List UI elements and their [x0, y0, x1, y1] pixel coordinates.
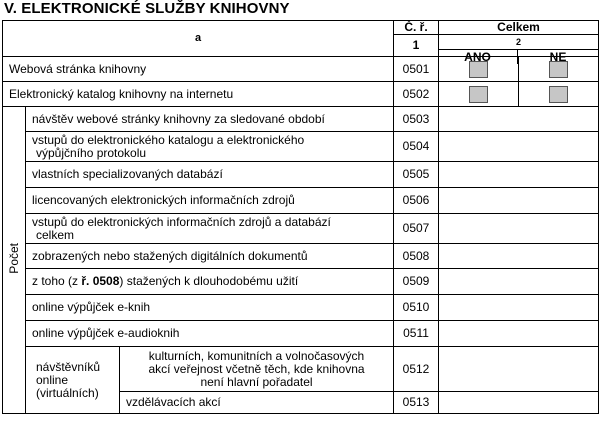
row-0505-label: vlastních specializovaných databází [26, 162, 394, 188]
row-0507-value[interactable] [439, 214, 599, 244]
col-a-header: a [3, 21, 394, 57]
row-0506-label: licencovaných elektronických informačních zdrojů [26, 188, 394, 214]
visitors-group-label: návštěvníků online (virtuálních) [26, 347, 120, 414]
no-header: NE [518, 49, 598, 64]
row-0503-value[interactable] [439, 107, 599, 132]
col-2-header: 2 [516, 37, 522, 47]
row-0509-code: 0509 [394, 269, 439, 295]
row-no-header: Č. ř. [394, 21, 439, 35]
row-0503-label: návštěv webové stránky knihovny za sledované období [26, 107, 394, 132]
row-0510-label: online výpůjček e-knih [26, 295, 394, 321]
row-0501-code: 0501 [394, 57, 439, 82]
row-0507-label: vstupů do elektronických informačních zdrojů a databází celkem [26, 214, 394, 244]
row-0506-code: 0506 [394, 188, 439, 214]
row-0505-value[interactable] [439, 162, 599, 188]
electronic-services-table [2, 20, 599, 414]
row-0502-yes-checkbox[interactable] [469, 86, 488, 103]
row-0502-label: Elektronický katalog knihovny na internetu [3, 82, 394, 107]
row-0501-label: Webová stránka knihovny [3, 57, 394, 82]
row-0505-code: 0505 [394, 162, 439, 188]
row-0513-label: vzdělávacích akcí [120, 392, 394, 414]
col-1-header: 1 [394, 35, 439, 57]
row-0504-value[interactable] [439, 132, 599, 162]
row-0512-code: 0512 [394, 347, 439, 392]
row-0508-code: 0508 [394, 244, 439, 269]
row-0504-code: 0504 [394, 132, 439, 162]
row-0503-code: 0503 [394, 107, 439, 132]
section-title: V. ELEKTRONICKÉ SLUŽBY KNIHOVNY [4, 0, 290, 17]
row-0509-value[interactable] [439, 269, 599, 295]
row-0511-value[interactable] [439, 321, 599, 347]
row-0502-no-checkbox[interactable] [549, 86, 568, 103]
count-group-label: Počet [6, 243, 21, 274]
row-0510-value[interactable] [439, 295, 599, 321]
yes-header: ANO [438, 49, 518, 64]
total-header: Celkem [439, 21, 599, 35]
row-0509-label: z toho (z ř. 0508) stažených k dlouhodobému užití [26, 269, 394, 295]
row-0508-label: zobrazených nebo stažených digitálních dokumentů [26, 244, 394, 269]
row-0507-code: 0507 [394, 214, 439, 244]
row-0511-code: 0511 [394, 321, 439, 347]
row-0513-code: 0513 [394, 392, 439, 414]
row-0513-value[interactable] [439, 392, 599, 414]
row-0510-code: 0510 [394, 295, 439, 321]
row-0512-value[interactable] [439, 347, 599, 392]
row-0502-code: 0502 [394, 82, 439, 107]
row-0512-label: kulturních, komunitních a volnočasových akcí veřejnost včetně těch, kde knihovna není hlavní pořadatel [120, 347, 394, 392]
row-0506-value[interactable] [439, 188, 599, 214]
row-0504-label: vstupů do elektronického katalogu a elektronického výpůjčního protokolu [26, 132, 394, 162]
row-0508-value[interactable] [439, 244, 599, 269]
row-0511-label: online výpůjček e-audioknih [26, 321, 394, 347]
